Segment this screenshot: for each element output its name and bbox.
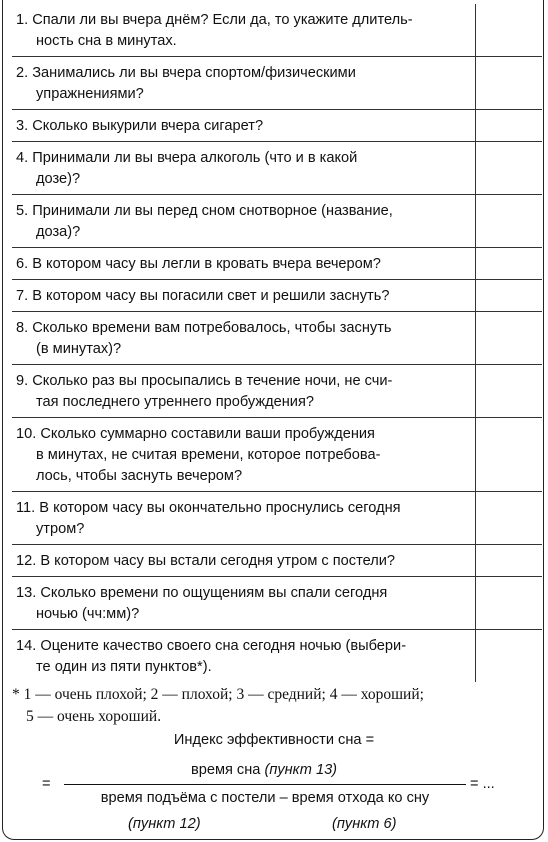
question-line-2: ночью (чч:мм)?	[36, 606, 140, 622]
answer-cell[interactable]	[476, 312, 543, 365]
question-text	[12, 57, 476, 110]
question-number: 6.	[16, 256, 29, 272]
question-line-1: Сколько времени вам потребовалось, чтобы заснуть	[32, 320, 392, 336]
answer-cell[interactable]	[476, 418, 543, 492]
question-number: 5.	[16, 203, 29, 219]
question-text	[12, 365, 476, 418]
question-text	[12, 312, 476, 365]
footnote-line-2: 5 — очень хороший.	[26, 708, 162, 725]
denominator-ref-2: (пункт 6)	[332, 816, 397, 832]
question-number: 4.	[16, 150, 29, 166]
fraction-line	[64, 784, 466, 785]
formula-numerator	[64, 762, 464, 778]
question-line-1: Занимались ли вы вчера спортом/физическими	[32, 65, 356, 81]
question-text	[12, 577, 476, 630]
answer-cell[interactable]	[476, 492, 543, 545]
question-text	[12, 110, 476, 142]
question-line-1: В котором часу вы окончательно проснулись сегодня	[39, 500, 401, 516]
question-row	[12, 630, 542, 683]
question-line-1: Сколько суммарно составили ваши пробуждения	[40, 426, 375, 442]
question-row	[12, 545, 542, 577]
sleep-diary-table	[12, 4, 542, 682]
question-line	[16, 254, 471, 275]
question-row	[12, 418, 542, 492]
question-line	[16, 551, 471, 572]
question-line-2: в минутах, не считая времени, которое потребова-	[36, 447, 381, 463]
answer-cell[interactable]	[476, 280, 543, 312]
question-text	[12, 248, 476, 280]
question-line-1: В котором часу вы легли в кровать вчера вечером?	[32, 256, 381, 272]
answer-cell[interactable]	[476, 110, 543, 142]
question-line-2: дозе)?	[36, 171, 81, 187]
question-row	[12, 195, 542, 248]
question-line	[16, 10, 471, 31]
answer-cell[interactable]	[476, 142, 543, 195]
question-row	[12, 577, 542, 630]
question-text	[12, 545, 476, 577]
question-row	[12, 280, 542, 312]
question-number: 8.	[16, 320, 29, 336]
question-number: 14.	[16, 638, 37, 654]
question-number: 3.	[16, 118, 29, 134]
question-line-3: лось, чтобы заснуть вечером?	[36, 468, 243, 484]
question-line-1: Сколько раз вы просыпались в течение ночи, не счи-	[32, 373, 393, 389]
question-line-1: Спали ли вы вчера днём? Если да, то укажите длитель-	[32, 12, 413, 28]
question-row	[12, 365, 542, 418]
question-number: 10.	[16, 426, 37, 442]
question-line	[16, 116, 471, 137]
question-number: 2.	[16, 65, 29, 81]
question-row	[12, 110, 542, 142]
question-line-1: Оцените качество своего сна сегодня ночью (выбери-	[40, 638, 407, 654]
question-number: 1.	[16, 12, 29, 28]
question-line-1: В котором часу вы встали сегодня утром с постели?	[40, 553, 396, 569]
question-line	[16, 636, 471, 657]
question-line	[16, 424, 471, 445]
question-line-2: утром?	[36, 521, 85, 537]
answer-cell[interactable]	[476, 577, 543, 630]
question-text	[12, 142, 476, 195]
question-line-1: Сколько времени по ощущениям вы спали сегодня	[40, 585, 388, 601]
question-text	[12, 195, 476, 248]
question-text	[12, 4, 476, 57]
question-line	[16, 498, 471, 519]
question-line-1: Сколько выкурили вчера сигарет?	[32, 118, 264, 134]
question-line	[16, 148, 471, 169]
formula-equals-left: =	[42, 776, 51, 792]
question-line-1: Принимали ли вы вчера алкоголь (что и в какой	[32, 150, 358, 166]
answer-cell[interactable]	[476, 195, 543, 248]
answer-cell[interactable]	[476, 545, 543, 577]
question-line	[16, 201, 471, 222]
question-row	[12, 142, 542, 195]
denominator-ref-1: (пункт 12)	[128, 816, 201, 832]
question-line-2: доза)?	[36, 224, 81, 240]
question-row	[12, 248, 542, 280]
question-text	[12, 630, 476, 683]
question-row	[12, 312, 542, 365]
question-line-2: ность сна в минутах.	[36, 33, 177, 49]
answer-cell[interactable]	[476, 365, 543, 418]
question-line-2: упражнениями?	[36, 86, 144, 102]
question-row	[12, 4, 542, 57]
question-line-1: В котором часу вы погасили свет и решили заснуть?	[32, 288, 390, 304]
formula-equals-right: = ...	[470, 776, 495, 792]
numerator-ref: (пункт 13)	[264, 762, 338, 778]
question-line	[16, 286, 471, 307]
question-row	[12, 57, 542, 110]
question-text	[12, 492, 476, 545]
question-line-2: тая последнего утреннего пробуждения?	[36, 394, 314, 410]
question-line	[16, 63, 471, 84]
answer-cell[interactable]	[476, 248, 543, 280]
question-text	[12, 280, 476, 312]
footnote-line-1: * 1 — очень плохой; 2 — плохой; 3 — средний; 4 — хороший;	[12, 686, 424, 703]
answer-cell[interactable]	[476, 57, 543, 110]
question-number: 11.	[16, 500, 36, 516]
question-number: 12.	[16, 553, 37, 569]
question-number: 7.	[16, 288, 29, 304]
question-line	[16, 583, 471, 604]
question-line-1: Принимали ли вы перед сном снотворное (название,	[32, 203, 393, 219]
question-line	[16, 371, 471, 392]
question-line-2: те один из пяти пунктов*).	[36, 659, 212, 675]
question-row	[12, 492, 542, 545]
question-line-2: (в минутах)?	[36, 341, 122, 357]
question-number: 13.	[16, 585, 37, 601]
question-number: 9.	[16, 373, 29, 389]
answer-cell[interactable]	[476, 630, 543, 683]
formula-title: Индекс эффективности сна =	[173, 732, 375, 748]
question-text	[12, 418, 476, 492]
numerator-text: время сна	[190, 762, 261, 778]
formula-denominator: время подъёма с постели – время отхода ко сну	[100, 790, 430, 806]
question-line	[16, 318, 471, 339]
answer-cell[interactable]	[476, 4, 543, 57]
quality-scale-footnote	[12, 684, 537, 728]
